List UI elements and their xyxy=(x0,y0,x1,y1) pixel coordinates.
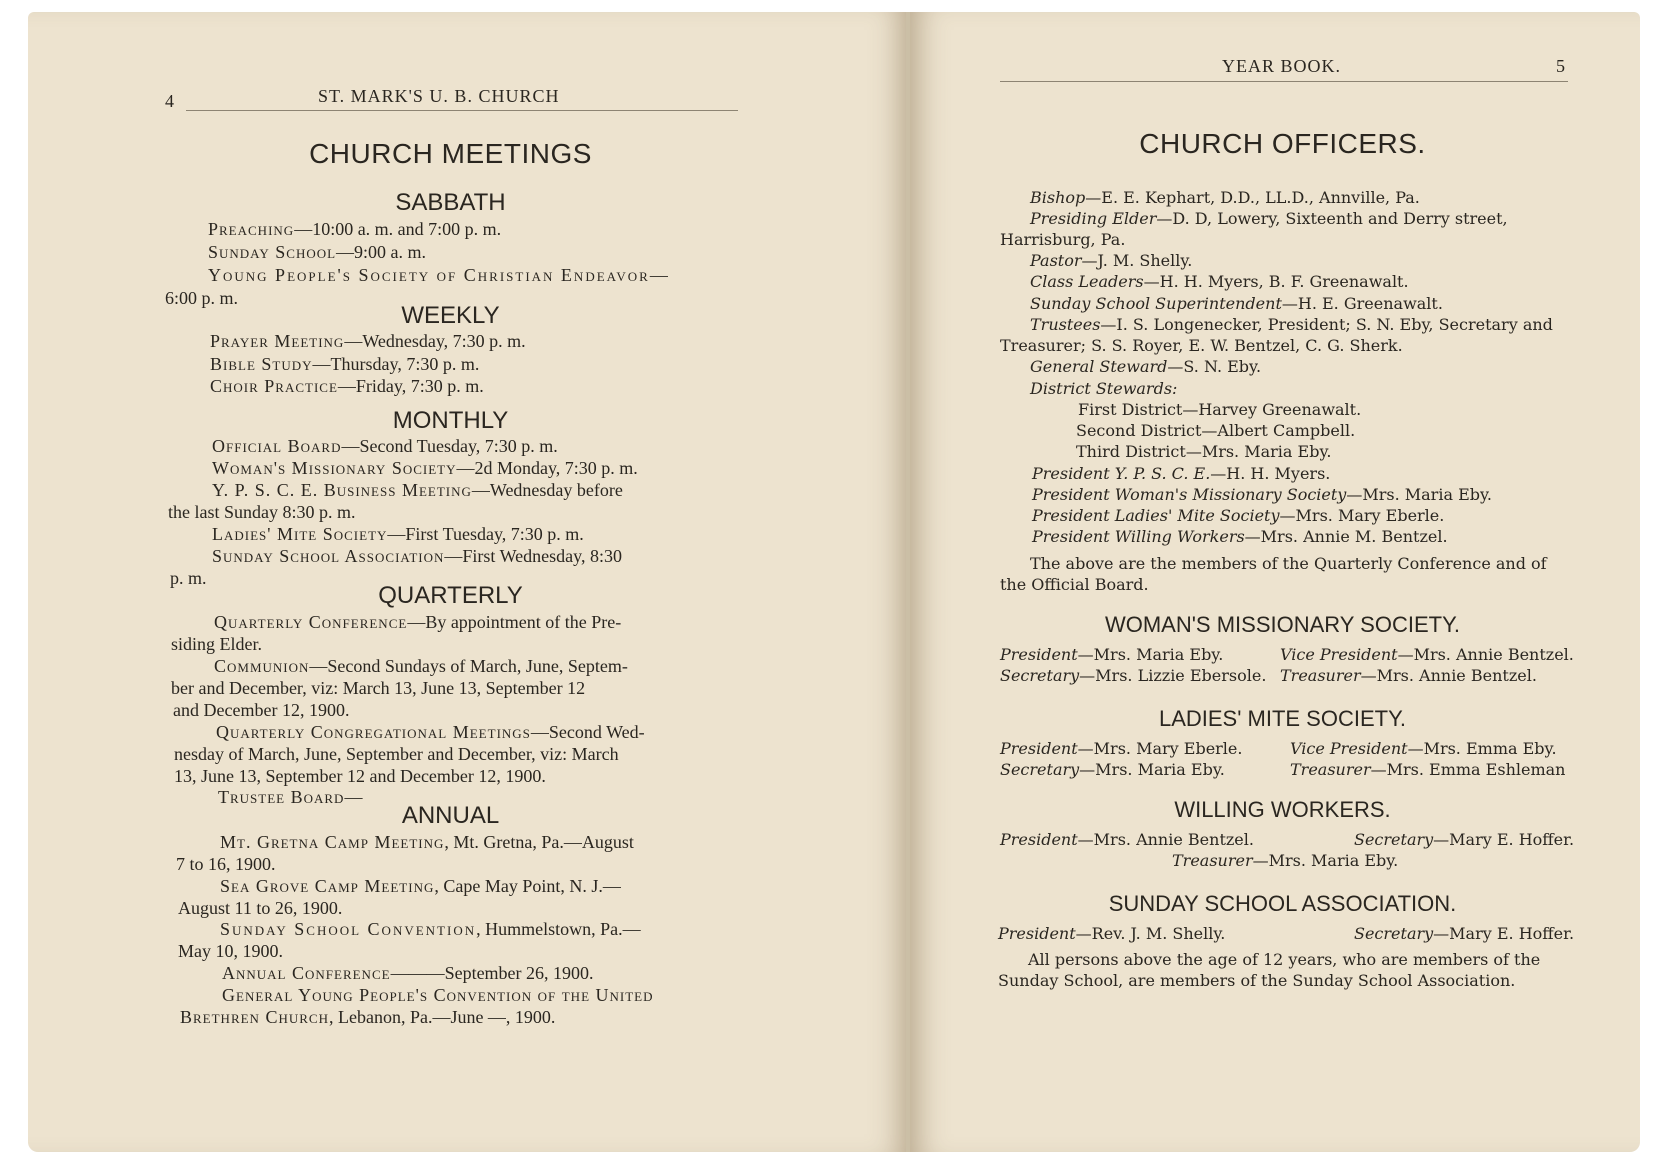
section-heading-ssa: SUNDAY SCHOOL ASSOCIATION. xyxy=(1108,891,1457,916)
running-header-left: ST. MARK'S U. B. CHURCH xyxy=(318,86,560,106)
section-heading-wms: WOMAN'S MISSIONARY SOCIETY. xyxy=(1104,612,1461,637)
running-header-right: YEAR BOOK. xyxy=(1222,56,1342,76)
meeting-line: Preaching—10:00 a. m. and 7:00 p. m. xyxy=(208,219,502,239)
officer-line: President—Mrs. Mary Eberle. xyxy=(1000,739,1243,758)
section-heading-willing-workers: WILLING WORKERS. xyxy=(1174,797,1391,822)
meeting-line-cont: the last Sunday 8:30 p. m. xyxy=(168,502,356,522)
officer-line: President Woman's Missionary Society—Mrs. Maria Eby. xyxy=(1032,485,1492,504)
meeting-line: Sunday School Association—First Wednesday, 8:30 xyxy=(212,546,622,566)
meeting-line: Annual Conference———September 26, 1900. xyxy=(222,963,594,983)
meeting-line: Sunday School Convention, Hummelstown, Pa.— xyxy=(220,919,641,939)
officer-line-cont: Treasurer; S. S. Royer, E. W. Bentzel, C. G. Sherk. xyxy=(1000,336,1403,355)
meeting-line-cont: siding Elder. xyxy=(171,634,262,654)
officer-line: Secretary—Mrs. Lizzie Ebersole. xyxy=(1000,666,1267,685)
meeting-line-cont: and December 12, 1900. xyxy=(173,700,350,720)
meeting-line: General Young People's Convention of the United xyxy=(222,985,654,1005)
officer-line: Vice President—Mrs. Emma Eby. xyxy=(1290,739,1557,758)
meeting-line-cont: p. m. xyxy=(170,568,207,588)
meeting-line: Mt. Gretna Camp Meeting, Mt. Gretna, Pa.—August xyxy=(220,832,634,852)
officer-line: Sunday School Superintendent—H. E. Greenawalt. xyxy=(1030,294,1443,313)
section-heading-quarterly: QUARTERLY xyxy=(378,582,523,609)
note-line: Sunday School, are members of the Sunday School Association. xyxy=(998,971,1516,990)
district-line: First District—Harvey Greenawalt. xyxy=(1078,400,1362,419)
meeting-line: Communion—Second Sundays of March, June, Septem- xyxy=(214,656,628,676)
officer-line: Pastor—J. M. Shelly. xyxy=(1030,251,1193,270)
officer-line: Vice President—Mrs. Annie Bentzel. xyxy=(1280,645,1574,664)
meeting-line: Choir Practice—Friday, 7:30 p. m. xyxy=(210,376,484,396)
meeting-line-cont: 13, June 13, September 12 and December 12, 1900. xyxy=(174,766,546,786)
officer-line: President Ladies' Mite Society—Mrs. Mary Eberle. xyxy=(1032,506,1445,525)
officer-line: President—Mrs. Annie Bentzel. xyxy=(1000,830,1254,849)
officer-line: Secretary—Mary E. Hoffer. xyxy=(1354,830,1575,849)
note-line: The above are the members of the Quarterly Conference and of xyxy=(1030,554,1547,573)
district-line: Second District—Albert Campbell. xyxy=(1076,421,1356,440)
officer-line: Treasurer—Mrs. Annie Bentzel. xyxy=(1280,666,1537,685)
officer-line: President Y. P. S. C. E.—H. H. Myers. xyxy=(1032,464,1331,483)
left-page xyxy=(28,12,908,1152)
meeting-line: Young People's Society of Christian Endeavor— xyxy=(208,265,668,285)
meeting-line: Sunday School—9:00 a. m. xyxy=(208,242,427,262)
meeting-line: Sea Grove Camp Meeting, Cape May Point, N. J.— xyxy=(220,876,621,896)
meeting-line: Y. P. S. C. E. Business Meeting—Wednesday before xyxy=(212,480,623,500)
officer-line-cont: Harrisburg, Pa. xyxy=(1000,230,1126,249)
meeting-line: Quarterly Congregational Meetings—Second Wed- xyxy=(216,722,645,742)
officer-line: Treasurer—Mrs. Maria Eby. xyxy=(1172,851,1399,870)
meeting-line: Trustee Board— xyxy=(218,787,363,807)
book-spread xyxy=(28,12,1640,1152)
meeting-line: Official Board—Second Tuesday, 7:30 p. m. xyxy=(212,436,558,456)
section-heading-weekly: WEEKLY xyxy=(401,302,500,329)
right-page xyxy=(910,12,1640,1152)
officer-line: Treasurer—Mrs. Emma Eshleman xyxy=(1290,760,1566,779)
page-title-right: CHURCH OFFICERS. xyxy=(1139,128,1426,159)
section-heading-lms: LADIES' MITE SOCIETY. xyxy=(1158,706,1407,731)
header-rule-left xyxy=(186,110,738,111)
page-number-left: 4 xyxy=(165,91,175,111)
officer-line: President—Mrs. Maria Eby. xyxy=(1000,645,1224,664)
meeting-line: Ladies' Mite Society—First Tuesday, 7:30 p. m. xyxy=(212,524,584,544)
meeting-line-cont: nesday of March, June, September and December, viz: March xyxy=(174,744,619,764)
meeting-line-cont: ber and December, viz: March 13, June 13, September 12 xyxy=(171,678,586,698)
section-heading-annual: ANNUAL xyxy=(401,802,500,829)
meeting-line-cont: May 10, 1900. xyxy=(178,941,283,961)
officer-line: Secretary—Mary E. Hoffer. xyxy=(1354,924,1575,943)
officer-line: President Willing Workers—Mrs. Annie M. Bentzel. xyxy=(1032,527,1448,546)
officer-line: Class Leaders—H. H. Myers, B. F. Greenawalt. xyxy=(1030,272,1409,291)
section-heading-monthly: MONTHLY xyxy=(392,407,509,434)
meeting-line-cont: August 11 to 26, 1900. xyxy=(178,898,343,918)
officer-line: Bishop—E. E. Kephart, D.D., LL.D., Annville, Pa. xyxy=(1030,188,1420,207)
officer-line: General Steward—S. N. Eby. xyxy=(1030,357,1262,376)
meeting-line: Woman's Missionary Society—2d Monday, 7:30 p. m. xyxy=(212,458,638,478)
meeting-line: Quarterly Conference—By appointment of the Pre- xyxy=(214,612,622,632)
meeting-line-cont: Brethren Church, Lebanon, Pa.—June —, 1900. xyxy=(180,1007,556,1027)
district-line: Third District—Mrs. Maria Eby. xyxy=(1076,442,1332,461)
meeting-line: Prayer Meeting—Wednesday, 7:30 p. m. xyxy=(210,331,526,351)
meeting-line-cont: 6:00 p. m. xyxy=(165,288,239,308)
officer-line: Presiding Elder—D. D, Lowery, Sixteenth and Derry street, xyxy=(1030,209,1508,228)
meeting-line-cont: 7 to 16, 1900. xyxy=(176,854,276,874)
officer-line: District Stewards: xyxy=(1030,379,1178,398)
page-number-right: 5 xyxy=(1556,56,1566,76)
note-line: the Official Board. xyxy=(1000,575,1149,594)
header-rule-right xyxy=(1000,81,1568,82)
officer-line: Secretary—Mrs. Maria Eby. xyxy=(1000,760,1225,779)
meeting-line: Bible Study—Thursday, 7:30 p. m. xyxy=(210,354,480,374)
page-title-left: CHURCH MEETINGS xyxy=(309,138,592,169)
note-line: All persons above the age of 12 years, who are members of the xyxy=(1028,950,1541,969)
officer-line: President—Rev. J. M. Shelly. xyxy=(998,924,1226,943)
officer-line: Trustees—I. S. Longenecker, President; S. N. Eby, Secretary and xyxy=(1030,315,1553,334)
section-heading-sabbath: SABBATH xyxy=(395,189,506,216)
